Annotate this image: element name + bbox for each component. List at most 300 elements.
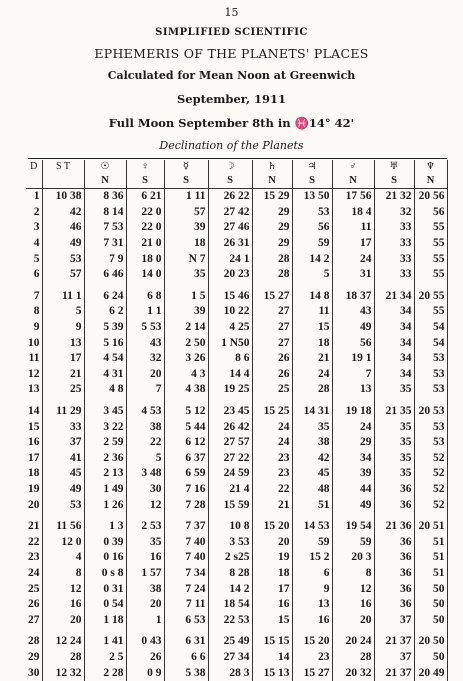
value-cell: 0 31: [84, 581, 126, 597]
value-cell: 21: [252, 497, 292, 513]
value-cell: 13: [332, 382, 374, 398]
value-cell: 27 42: [208, 205, 252, 221]
value-cell: 38: [126, 581, 164, 597]
value-cell: 1 11: [164, 189, 208, 205]
value-cell: 15 20: [252, 519, 292, 535]
value-cell: 2 5: [84, 650, 126, 666]
direction-label: S: [126, 173, 164, 189]
value-cell: 25 49: [208, 634, 252, 650]
value-cell: 5 53: [126, 320, 164, 336]
value-cell: 0 16: [84, 550, 126, 566]
value-cell: 34: [374, 351, 414, 367]
value-cell: 11: [332, 220, 374, 236]
value-cell: 14 53: [292, 519, 332, 535]
day-cell: 7: [26, 289, 42, 305]
day-cell: 1: [26, 189, 42, 205]
value-cell: 18 54: [208, 597, 252, 613]
value-cell: 2 59: [84, 435, 126, 451]
value-cell: 2 28: [84, 665, 126, 681]
direction-label: [42, 173, 84, 189]
value-cell: 4 25: [208, 320, 252, 336]
value-cell: 27: [252, 335, 292, 351]
value-cell: 2 50: [164, 335, 208, 351]
value-cell: 21: [42, 367, 84, 383]
value-cell: 1 57: [126, 566, 164, 582]
value-cell: 20: [126, 367, 164, 383]
value-cell: 6: [292, 566, 332, 582]
value-cell: 5 39: [84, 320, 126, 336]
value-cell: 36: [374, 581, 414, 597]
value-cell: 33: [374, 267, 414, 283]
value-cell: 18 0: [126, 251, 164, 267]
value-cell: 56: [414, 205, 447, 221]
value-cell: 57: [42, 267, 84, 283]
value-cell: 20 55: [414, 289, 447, 305]
value-cell: 45: [42, 466, 84, 482]
day-cell: 12: [26, 367, 42, 383]
table-row: [26, 304, 447, 320]
value-cell: 20: [332, 612, 374, 628]
value-cell: 8 36: [84, 189, 126, 205]
value-cell: 2 36: [84, 451, 126, 467]
day-cell: 11: [26, 351, 42, 367]
value-cell: 59: [292, 236, 332, 252]
table-row: [26, 220, 447, 236]
value-cell: 19 18: [332, 404, 374, 420]
value-cell: 20: [252, 534, 292, 550]
value-cell: 15: [292, 320, 332, 336]
value-cell: 7 40: [164, 550, 208, 566]
value-cell: 35: [292, 419, 332, 435]
value-cell: 19 54: [332, 519, 374, 535]
value-cell: 18 4: [332, 205, 374, 221]
column-header: ♀: [126, 160, 164, 173]
value-cell: 19 1: [332, 351, 374, 367]
day-cell: 8: [26, 304, 42, 320]
table-row: [26, 382, 447, 398]
value-cell: 46: [42, 220, 84, 236]
value-cell: 20 50: [414, 634, 447, 650]
value-cell: 24: [252, 419, 292, 435]
column-header: ☉: [84, 160, 126, 173]
value-cell: 53: [414, 382, 447, 398]
table-row: [26, 251, 447, 267]
value-cell: 20 23: [208, 267, 252, 283]
value-cell: 34: [374, 367, 414, 383]
value-cell: 6 31: [164, 634, 208, 650]
value-cell: 10 8: [208, 519, 252, 535]
table-row: [26, 482, 447, 498]
value-cell: 18: [164, 236, 208, 252]
value-cell: 0 39: [84, 534, 126, 550]
value-cell: 17: [42, 351, 84, 367]
value-cell: 34: [374, 335, 414, 351]
day-cell: 10: [26, 335, 42, 351]
value-cell: 6 53: [164, 612, 208, 628]
table-row: [26, 205, 447, 221]
value-cell: 55: [414, 304, 447, 320]
direction-label: S: [164, 173, 208, 189]
value-cell: 37: [374, 650, 414, 666]
value-cell: 33: [374, 251, 414, 267]
day-cell: 21: [26, 519, 42, 535]
value-cell: 6 8: [126, 289, 164, 305]
value-cell: 7 28: [164, 497, 208, 513]
value-cell: 14: [252, 650, 292, 666]
value-cell: 6 24: [84, 289, 126, 305]
value-cell: 23: [252, 466, 292, 482]
value-cell: 57: [164, 205, 208, 221]
value-cell: 15 27: [292, 665, 332, 681]
value-cell: 50: [414, 612, 447, 628]
value-cell: 35: [374, 419, 414, 435]
value-cell: 15 20: [292, 634, 332, 650]
value-cell: 24: [252, 435, 292, 451]
value-cell: 37: [374, 612, 414, 628]
value-cell: 27 22: [208, 451, 252, 467]
value-cell: 54: [414, 320, 447, 336]
value-cell: 33: [42, 419, 84, 435]
day-cell: 16: [26, 435, 42, 451]
table-row: [26, 597, 447, 613]
value-cell: 5: [126, 451, 164, 467]
value-cell: 1 5: [164, 289, 208, 305]
value-cell: 6 2: [84, 304, 126, 320]
column-header: ♃: [292, 160, 332, 173]
value-cell: 51: [292, 497, 332, 513]
table-row: [26, 550, 447, 566]
value-cell: 1 3: [84, 519, 126, 535]
value-cell: 48: [292, 482, 332, 498]
month-year: September, 1911: [176, 92, 287, 106]
table-row: [26, 351, 447, 367]
table-row: [26, 335, 447, 351]
day-cell: 27: [26, 612, 42, 628]
day-cell: 18: [26, 466, 42, 482]
value-cell: 0 9: [126, 665, 164, 681]
value-cell: 5 12: [164, 404, 208, 420]
value-cell: 14 4: [208, 367, 252, 383]
value-cell: 7 31: [84, 236, 126, 252]
value-cell: 17: [252, 581, 292, 597]
day-cell: 26: [26, 597, 42, 613]
value-cell: 26 31: [208, 236, 252, 252]
value-cell: 6 12: [164, 435, 208, 451]
value-cell: 53: [292, 205, 332, 221]
value-cell: 21 37: [374, 665, 414, 681]
value-cell: 14 0: [126, 267, 164, 283]
value-cell: 15 27: [252, 289, 292, 305]
value-cell: 0 s 8: [84, 566, 126, 582]
table-caption: Declination of the Planets: [159, 139, 304, 152]
calculation-note: Calculated for Mean Noon at Greenwich: [107, 69, 356, 82]
value-cell: N 7: [164, 251, 208, 267]
value-cell: 6 37: [164, 451, 208, 467]
day-cell: 24: [26, 566, 42, 582]
value-cell: 36: [374, 566, 414, 582]
value-cell: 5 38: [164, 665, 208, 681]
value-cell: 59: [332, 534, 374, 550]
value-cell: 43: [126, 335, 164, 351]
column-header: ♂: [332, 160, 374, 173]
value-cell: 51: [414, 534, 447, 550]
value-cell: 49: [332, 497, 374, 513]
column-header: ☽: [208, 160, 252, 173]
value-cell: 36: [374, 497, 414, 513]
day-cell: 23: [26, 550, 42, 566]
day-cell: 19: [26, 482, 42, 498]
value-cell: 36: [374, 482, 414, 498]
value-cell: 1 26: [84, 497, 126, 513]
value-cell: 27 46: [208, 220, 252, 236]
direction-label: S: [208, 173, 252, 189]
direction-label: S: [374, 173, 414, 189]
table-row: [26, 634, 447, 650]
value-cell: 24: [332, 419, 374, 435]
value-cell: 49: [42, 482, 84, 498]
value-cell: 1 41: [84, 634, 126, 650]
value-cell: 49: [332, 320, 374, 336]
value-cell: 28: [252, 251, 292, 267]
value-cell: 3 26: [164, 351, 208, 367]
day-cell: 14: [26, 404, 42, 420]
value-cell: 32: [374, 205, 414, 221]
table-row: [26, 419, 447, 435]
value-cell: 20 53: [414, 404, 447, 420]
value-cell: 31: [332, 267, 374, 283]
direction-label: S: [292, 173, 332, 189]
value-cell: 52: [414, 497, 447, 513]
value-cell: 27 57: [208, 435, 252, 451]
value-cell: 28: [42, 650, 84, 666]
value-cell: 53: [42, 251, 84, 267]
table-row: [26, 566, 447, 582]
value-cell: 20: [42, 612, 84, 628]
column-header: ♄: [252, 160, 292, 173]
value-cell: 3 22: [84, 419, 126, 435]
value-cell: 4 54: [84, 351, 126, 367]
value-cell: 14 2: [292, 251, 332, 267]
value-cell: 35: [374, 466, 414, 482]
value-cell: 35: [374, 382, 414, 398]
value-cell: 15 13: [252, 665, 292, 681]
value-cell: 4 8: [84, 382, 126, 398]
value-cell: 36: [374, 550, 414, 566]
value-cell: 10 38: [42, 189, 84, 205]
value-cell: 21 37: [374, 634, 414, 650]
value-cell: 9: [42, 320, 84, 336]
day-cell: 17: [26, 451, 42, 467]
day-cell: 2: [26, 205, 42, 221]
column-header: D: [26, 160, 42, 173]
value-cell: 15 2: [292, 550, 332, 566]
table-row: [26, 236, 447, 252]
value-cell: 29: [252, 236, 292, 252]
column-header: ♆: [414, 160, 447, 173]
value-cell: 7 16: [164, 482, 208, 498]
value-cell: 28: [252, 267, 292, 283]
day-cell: 9: [26, 320, 42, 336]
value-cell: 29: [252, 220, 292, 236]
value-cell: 2 13: [84, 466, 126, 482]
value-cell: 12 0: [42, 534, 84, 550]
value-cell: 1 49: [84, 482, 126, 498]
value-cell: 16: [332, 597, 374, 613]
value-cell: 27: [252, 304, 292, 320]
value-cell: 7: [332, 367, 374, 383]
value-cell: 14 31: [292, 404, 332, 420]
value-cell: 52: [414, 466, 447, 482]
value-cell: 23 45: [208, 404, 252, 420]
value-cell: 53: [414, 351, 447, 367]
day-cell: 6: [26, 267, 42, 283]
value-cell: 20 3: [332, 550, 374, 566]
value-cell: 50: [414, 597, 447, 613]
value-cell: 3 45: [84, 404, 126, 420]
value-cell: 3 53: [208, 534, 252, 550]
value-cell: 20 24: [332, 634, 374, 650]
table-row: [26, 534, 447, 550]
value-cell: 22 53: [208, 612, 252, 628]
value-cell: 7 11: [164, 597, 208, 613]
value-cell: 29: [252, 205, 292, 221]
value-cell: 7 9: [84, 251, 126, 267]
value-cell: 26 42: [208, 419, 252, 435]
table-row: [26, 267, 447, 283]
table-row: [26, 466, 447, 482]
direction-label: N: [332, 173, 374, 189]
value-cell: 1: [126, 612, 164, 628]
value-cell: 25: [42, 382, 84, 398]
value-cell: 34: [332, 451, 374, 467]
value-cell: 42: [42, 205, 84, 221]
direction-label: [26, 173, 42, 189]
day-cell: 20: [26, 497, 42, 513]
table-row: [26, 581, 447, 597]
value-cell: 26: [126, 650, 164, 666]
value-cell: 5 44: [164, 419, 208, 435]
value-cell: 22 0: [126, 220, 164, 236]
ephemeris-title: EPHEMERIS OF THE PLANETS' PLACES: [94, 46, 369, 61]
value-cell: 7: [126, 382, 164, 398]
value-cell: 19 25: [208, 382, 252, 398]
day-cell: 4: [26, 236, 42, 252]
day-cell: 28: [26, 634, 42, 650]
value-cell: 7 53: [84, 220, 126, 236]
column-header: ♅: [374, 160, 414, 173]
value-cell: 35: [374, 451, 414, 467]
value-cell: 39: [164, 220, 208, 236]
value-cell: 43: [332, 304, 374, 320]
table-row: [26, 435, 447, 451]
value-cell: 26: [252, 367, 292, 383]
value-cell: 12 32: [42, 665, 84, 681]
value-cell: 44: [332, 482, 374, 498]
value-cell: 38: [292, 435, 332, 451]
value-cell: 35: [164, 267, 208, 283]
day-cell: 25: [26, 581, 42, 597]
value-cell: 22: [252, 482, 292, 498]
value-cell: 21 35: [374, 404, 414, 420]
direction-label: N: [84, 173, 126, 189]
value-cell: 52: [414, 451, 447, 467]
value-cell: 20: [126, 597, 164, 613]
value-cell: 53: [414, 419, 447, 435]
value-cell: 53: [414, 367, 447, 383]
value-cell: 2 14: [164, 320, 208, 336]
value-cell: 17: [332, 236, 374, 252]
value-cell: 1 18: [84, 612, 126, 628]
value-cell: 7 40: [164, 534, 208, 550]
value-cell: 33: [374, 220, 414, 236]
value-cell: 36: [374, 534, 414, 550]
value-cell: 4: [42, 550, 84, 566]
value-cell: 8: [332, 566, 374, 582]
value-cell: 19: [252, 550, 292, 566]
day-cell: 5: [26, 251, 42, 267]
value-cell: 15 46: [208, 289, 252, 305]
value-cell: 28: [292, 382, 332, 398]
value-cell: 15 59: [208, 497, 252, 513]
value-cell: 24: [292, 367, 332, 383]
value-cell: 11 56: [42, 519, 84, 535]
value-cell: 1 N50: [208, 335, 252, 351]
value-cell: 20 49: [414, 665, 447, 681]
value-cell: 17 56: [332, 189, 374, 205]
value-cell: 5: [292, 267, 332, 283]
value-cell: 3 48: [126, 466, 164, 482]
value-cell: 7 24: [164, 581, 208, 597]
value-cell: 20 51: [414, 519, 447, 535]
value-cell: 25: [252, 382, 292, 398]
value-cell: 21 0: [126, 236, 164, 252]
declination-table: [26, 160, 448, 681]
value-cell: 22 0: [126, 205, 164, 221]
value-cell: 15 29: [252, 189, 292, 205]
value-cell: 23: [292, 650, 332, 666]
value-cell: 21: [292, 351, 332, 367]
value-cell: 27: [252, 320, 292, 336]
value-cell: 39: [164, 304, 208, 320]
publication-title: SIMPLIFIED SCIENTIFIC: [155, 27, 308, 38]
value-cell: 13: [292, 597, 332, 613]
value-cell: 12: [332, 581, 374, 597]
value-cell: 34: [374, 304, 414, 320]
value-cell: 35: [126, 534, 164, 550]
value-cell: 8 6: [208, 351, 252, 367]
table-row: [26, 367, 447, 383]
value-cell: 50: [414, 650, 447, 666]
value-cell: 15 15: [252, 634, 292, 650]
value-cell: 7 37: [164, 519, 208, 535]
value-cell: 34: [374, 320, 414, 336]
value-cell: 50: [414, 581, 447, 597]
value-cell: 11 1: [42, 289, 84, 305]
value-cell: 14 2: [208, 581, 252, 597]
value-cell: 12: [126, 497, 164, 513]
value-cell: 2 s25: [208, 550, 252, 566]
value-cell: 24 59: [208, 466, 252, 482]
direction-label: N: [252, 173, 292, 189]
day-cell: 29: [26, 650, 42, 666]
value-cell: 15 25: [252, 404, 292, 420]
value-cell: 32: [126, 351, 164, 367]
value-cell: 21 34: [374, 289, 414, 305]
value-cell: 16: [252, 597, 292, 613]
value-cell: 11 29: [42, 404, 84, 420]
value-cell: 9: [292, 581, 332, 597]
value-cell: 56: [292, 220, 332, 236]
